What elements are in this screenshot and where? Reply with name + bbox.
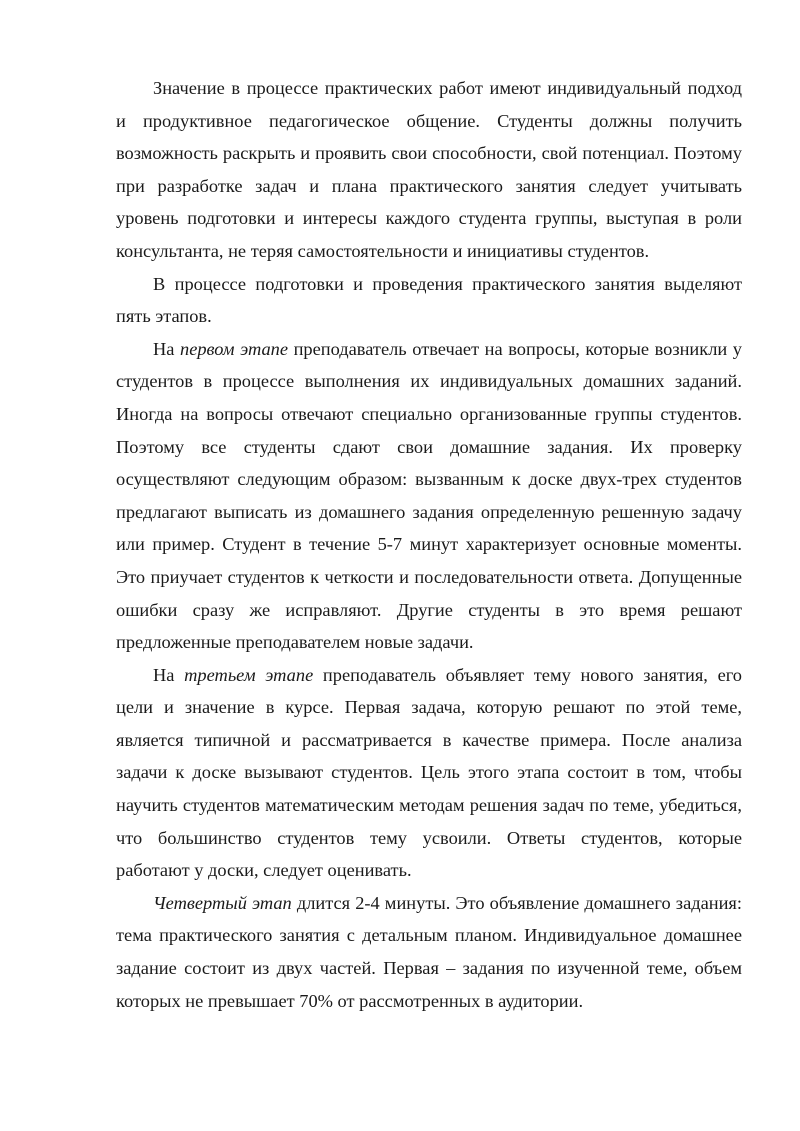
paragraph-prefix: На (153, 664, 185, 685)
paragraph-prefix: На (153, 338, 180, 359)
paragraph-body: длится 2-4 минуты. Это объявление домашнего задания: тема практического занятия с детальным планом. Индивидуальное домашнее задание состоит из двух частей. Первая – задания по изученной теме, объем которых не превышает 70% от рассмотренных в аудитории. (116, 892, 743, 1011)
paragraph-individual-approach: Значение в процессе практических работ имеют индивидуальный подход и продуктивное педагогическое общение. Студенты должны получить возможность раскрыть и проявить свои способности, свой потенциал. Поэтому при разработке задач и плана практического занятия следует учитывать уровень подготовки и интересы каждого студента группы, выступая в роли консультанта, не теряя самостоятельности и инициативы студентов. (116, 78, 742, 261)
paragraph-fourth-stage (116, 887, 742, 1017)
paragraph-third-stage (116, 659, 742, 887)
stage-name-emphasis: Четвертый этап (153, 892, 292, 913)
document-page (116, 72, 742, 1017)
paragraph-body: преподаватель объявляет тему нового занятия, его цели и значение в курсе. Первая задача, которую решают по этой теме, является типичной и рассматривается в качестве примера. После анализа задачи к доске вызывают студентов. Цель этого этапа состоит в том, чтобы научить студентов математическим методам решения задач по теме, убедиться, что большинство студентов тему усвоили. Ответы студентов, которые работают у доски, следует оценивать. (116, 664, 743, 881)
stage-name-emphasis: третьем этапе (184, 664, 314, 685)
paragraph-five-stages: В процессе подготовки и проведения практического занятия выделяют пять этапов. (116, 273, 742, 327)
paragraph-body: преподаватель отвечает на вопросы, которые возникли у студентов в процессе выполнения их индивидуальных домашних заданий. Иногда на вопросы отвечают специально организованные группы студентов. Поэтому все студенты сдают свои домашние задания. Их проверку осуществляют следующим образом: вызванным к доске двух-трех студентов предлагают выписать из домашнего задания определенную решенную задачу или пример. Студент в течение 5-7 минут характеризует основные моменты. Это приучает студентов к четкости и последовательности ответа. Допущенные ошибки сразу же исправляют. Другие студенты в это время решают предложенные преподавателем новые задачи. (116, 338, 742, 653)
paragraph-first-stage (116, 333, 742, 659)
stage-name-emphasis: первом этапе (180, 338, 289, 359)
